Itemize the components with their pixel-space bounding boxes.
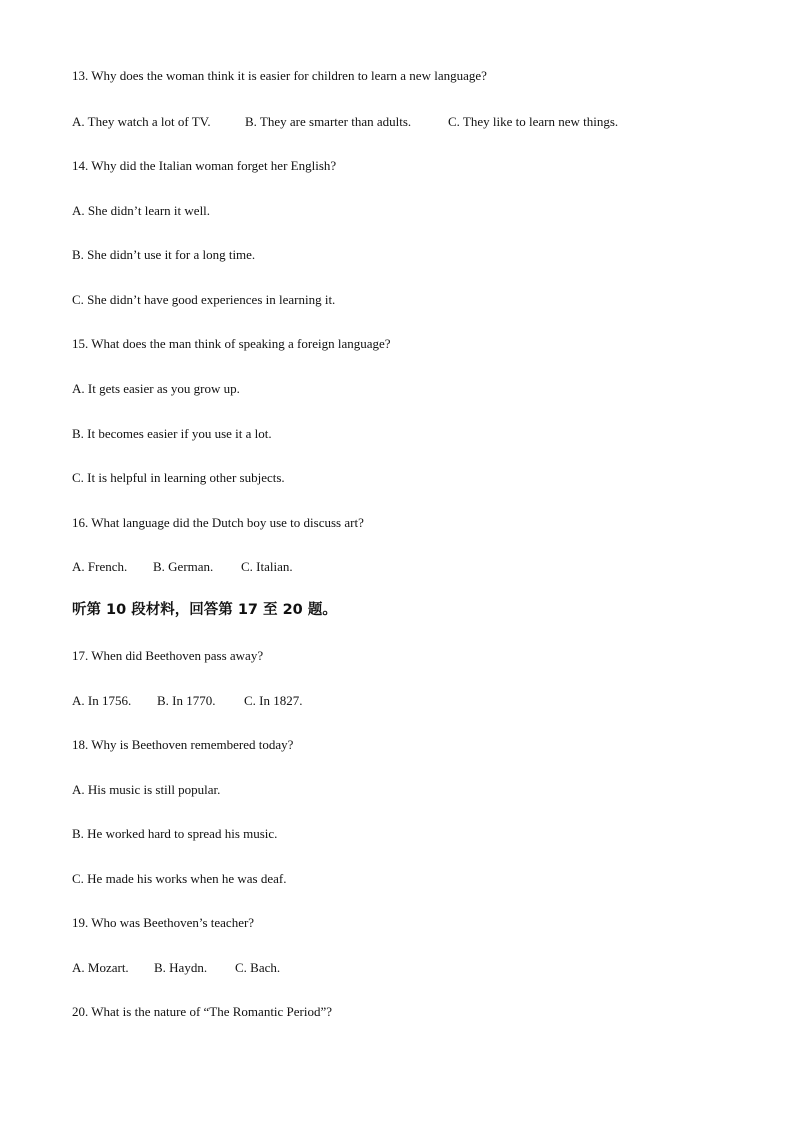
question-19-text: 19. Who was Beethoven’s teacher? bbox=[72, 915, 255, 930]
question-13-option-c: C. They like to learn new things. bbox=[448, 114, 619, 129]
question-19-option-c: C. Bach. bbox=[235, 960, 281, 975]
question-15-option-b: B. It becomes easier if you use it a lot. bbox=[72, 426, 272, 441]
question-17-option-a: A. In 1756. bbox=[72, 693, 132, 708]
question-18-option-c: C. He made his works when he was deaf. bbox=[72, 871, 287, 886]
question-17-option-c: C. In 1827. bbox=[244, 693, 303, 708]
question-15-option-a: A. It gets easier as you grow up. bbox=[72, 381, 240, 396]
question-14-option-a: A. She didn’t learn it well. bbox=[72, 203, 211, 218]
question-20-text: 20. What is the nature of “The Romantic Period”? bbox=[72, 1004, 333, 1019]
section-heading: 听第 10 段材料，回答第 17 至 20 题。 bbox=[72, 602, 337, 618]
question-19-option-a: A. Mozart. bbox=[72, 960, 129, 975]
question-14-option-b: B. She didn’t use it for a long time. bbox=[72, 247, 256, 262]
question-13-text: 13. Why does the woman think it is easier for children to learn a new language? bbox=[72, 68, 487, 83]
question-14-text: 14. Why did the Italian woman forget her English? bbox=[72, 158, 337, 173]
question-17-option-b: B. In 1770. bbox=[157, 693, 216, 708]
question-13-option-a: A. They watch a lot of TV. bbox=[72, 114, 211, 129]
question-13-option-b: B. They are smarter than adults. bbox=[245, 114, 412, 129]
question-16-option-b: B. German. bbox=[153, 559, 214, 574]
question-18-option-a: A. His music is still popular. bbox=[72, 782, 221, 797]
question-15-option-c: C. It is helpful in learning other subjects. bbox=[72, 470, 285, 485]
question-15-text: 15. What does the man think of speaking a foreign language? bbox=[72, 336, 391, 351]
question-14-option-c: C. She didn’t have good experiences in learning it. bbox=[72, 292, 336, 307]
question-18-text: 18. Why is Beethoven remembered today? bbox=[72, 737, 294, 752]
question-18-option-b: B. He worked hard to spread his music. bbox=[72, 826, 278, 841]
question-16-option-c: C. Italian. bbox=[241, 559, 293, 574]
question-19-option-b: B. Haydn. bbox=[154, 960, 208, 975]
question-16-text: 16. What language did the Dutch boy use to discuss art? bbox=[72, 515, 364, 530]
question-17-text: 17. When did Beethoven pass away? bbox=[72, 648, 264, 663]
question-16-option-a: A. French. bbox=[72, 559, 128, 574]
